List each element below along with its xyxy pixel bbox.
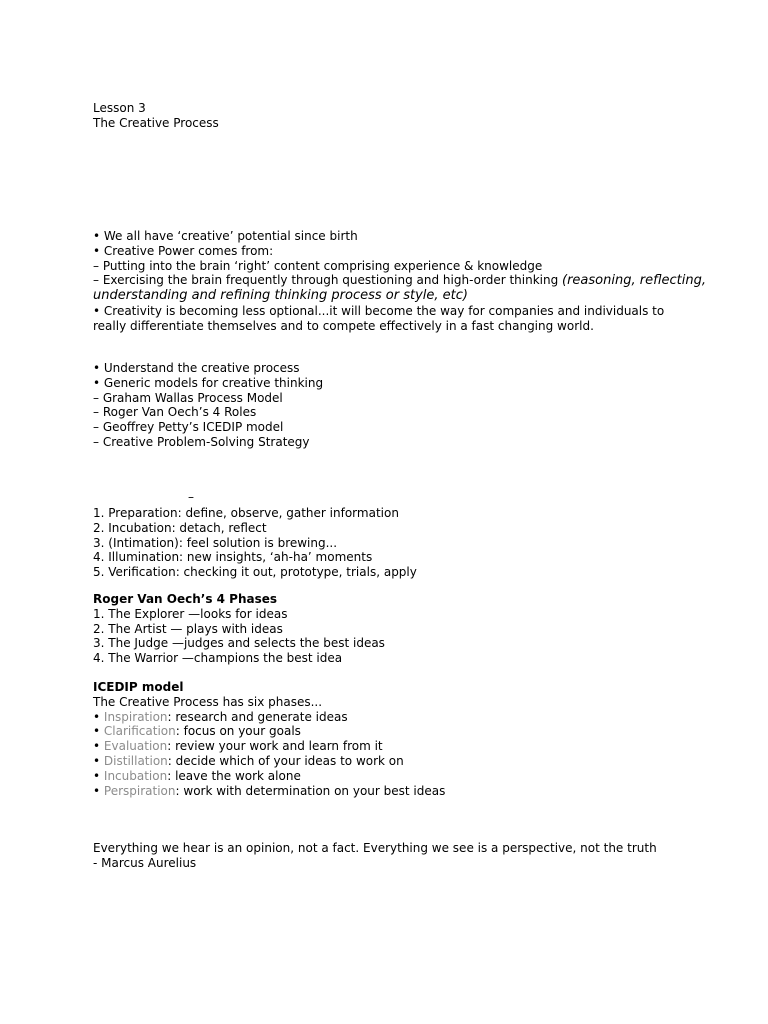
icedip-phase (93, 754, 683, 769)
icedip-phase (93, 739, 683, 754)
icedip-phase-name: Clarification (103, 724, 176, 739)
intro-sub-exercising-italic: (reasoning, reflecting, (562, 273, 706, 289)
quote-author: - Marcus Aurelius (93, 855, 197, 870)
intro-section (93, 229, 706, 334)
icedip-phase-desc: : leave the work alone (167, 768, 301, 783)
intro-sub-exercising-italic-continued: understanding and refining thinking process or style, etc) (93, 288, 468, 304)
intro-bullet-power: • Creative Power comes from: (93, 243, 274, 258)
outline-item: • Generic models for creative thinking (93, 375, 324, 390)
icedip-phase (93, 710, 683, 725)
wallas-section (93, 506, 683, 580)
icedip-phase-name: Evaluation (103, 739, 168, 754)
intro-bullet-potential: • We all have ‘creative’ potential since birth (93, 229, 358, 243)
icedip-phase-desc: : focus on your goals (175, 724, 301, 739)
intro-sub-exercising (93, 273, 706, 289)
bullet-glyph: • (93, 724, 104, 739)
icedip-phase-desc: : work with determination on your best ideas (175, 783, 446, 798)
icedip-phase-name: Perspiration (103, 783, 176, 798)
vanoech-section (93, 592, 683, 666)
outline-item: – Creative Problem-Solving Strategy (93, 434, 310, 449)
icedip-phase-desc: : decide which of your ideas to work on (167, 753, 404, 768)
wallas-dash: – (188, 490, 194, 504)
document-title: The Creative Process (93, 115, 219, 130)
outline-item: – Roger Van Oech’s 4 Roles (93, 405, 257, 420)
bullet-glyph: • (93, 768, 104, 783)
icedip-phase (93, 769, 683, 784)
icedip-phase-name: Inspiration (103, 709, 168, 724)
wallas-step: 2. Incubation: detach, reflect (93, 520, 267, 535)
intro-sub-content: – Putting into the brain ‘right’ content comprising experience & knowledge (93, 258, 543, 273)
outline-item: • Understand the creative process (93, 361, 300, 375)
icedip-heading: ICEDIP model (93, 680, 184, 694)
icedip-phase-desc: : research and generate ideas (167, 709, 348, 724)
intro-sub-exercising-text: – Exercising the brain frequently through questioning and high-order thinking (93, 273, 563, 288)
vanoech-step: 1. The Explorer —looks for ideas (93, 606, 288, 621)
bullet-glyph: • (93, 783, 104, 798)
quote-section (93, 841, 693, 871)
icedip-phase-name: Incubation (103, 768, 168, 783)
vanoech-step: 3. The Judge —judges and selects the best ideas (93, 636, 385, 651)
icedip-phase-desc: : review your work and learn from it (167, 739, 383, 754)
icedip-section (93, 680, 683, 798)
bullet-glyph: • (93, 709, 104, 724)
vanoech-heading: Roger Van Oech’s 4 Phases (93, 592, 278, 606)
outline-item: – Geoffrey Petty’s ICEDIP model (93, 420, 284, 435)
lesson-number: Lesson 3 (93, 101, 146, 115)
outline-section (93, 361, 683, 450)
icedip-phase-name: Distillation (103, 753, 168, 768)
icedip-phase (93, 784, 683, 799)
wallas-step: 5. Verification: checking it out, prototype, trials, apply (93, 565, 417, 580)
wallas-step: 1. Preparation: define, observe, gather information (93, 506, 399, 520)
intro-bullet-creativity: • Creativity is becoming less optional...it will become the way for companies and individuals to really differentiate themselves and to compete effectively in a fast changing world. (93, 303, 665, 333)
icedip-intro: The Creative Process has six phases... (93, 694, 323, 709)
bullet-glyph: • (93, 739, 104, 754)
vanoech-step: 2. The Artist — plays with ideas (93, 621, 283, 636)
document-header (93, 101, 683, 131)
wallas-step: 3. (Intimation): feel solution is brewing... (93, 535, 338, 550)
icedip-phase (93, 724, 683, 739)
wallas-step: 4. Illumination: new insights, ‘ah-ha’ moments (93, 550, 373, 565)
outline-item: – Graham Wallas Process Model (93, 390, 283, 405)
bullet-glyph: • (93, 753, 104, 768)
quote-text: Everything we hear is an opinion, not a fact. Everything we see is a perspective, not the truth (93, 841, 657, 855)
vanoech-step: 4. The Warrior —champions the best idea (93, 651, 343, 666)
